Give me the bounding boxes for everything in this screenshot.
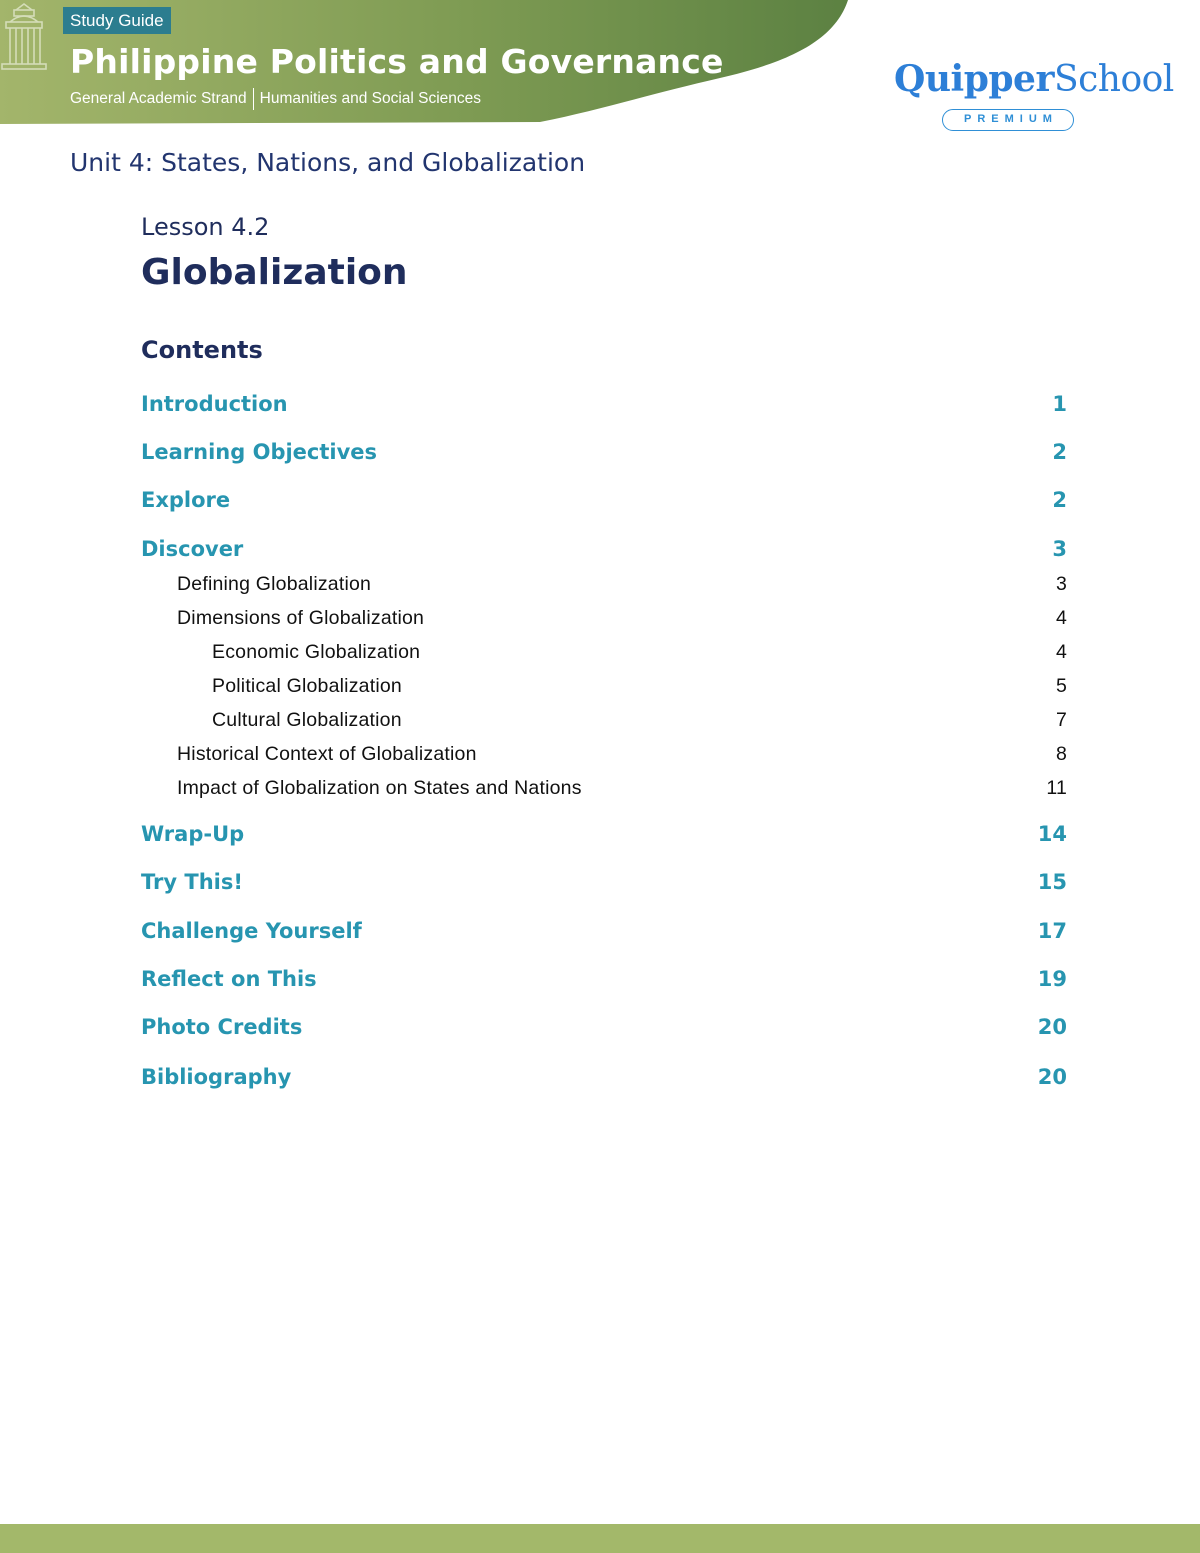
toc-page: 3 <box>1052 537 1067 561</box>
toc-page: 20 <box>1037 1015 1067 1039</box>
toc-label: Political Globalization <box>212 675 402 697</box>
toc-page: 4 <box>1055 641 1067 663</box>
lesson-title: Globalization <box>141 252 408 293</box>
toc-page: 2 <box>1052 488 1067 512</box>
toc-entry-bibliography[interactable] <box>141 1065 1067 1089</box>
track-label: Humanities and Social Sciences <box>259 90 482 107</box>
toc-label: Impact of Globalization on States and Nations <box>177 777 582 799</box>
quipper-school-logo <box>890 58 1174 138</box>
toc-label: Challenge Yourself <box>141 919 362 943</box>
toc-page: 19 <box>1037 967 1067 991</box>
logo-word-bold: Quipper <box>894 58 1054 100</box>
toc-label: Explore <box>141 488 231 512</box>
toc-label: Economic Globalization <box>212 641 421 663</box>
toc-page: 2 <box>1052 440 1067 464</box>
strand-divider <box>253 88 254 110</box>
toc-label: Defining Globalization <box>177 573 372 595</box>
toc-page: 17 <box>1037 919 1067 943</box>
toc-label: Wrap-Up <box>141 822 245 846</box>
toc-label: Bibliography <box>141 1065 292 1089</box>
toc-entry-introduction[interactable] <box>141 392 1067 416</box>
study-guide-badge: Study Guide <box>63 7 171 34</box>
toc-entry-wrap-up[interactable] <box>141 822 1067 846</box>
toc-page: 20 <box>1037 1065 1067 1089</box>
toc-page: 1 <box>1052 392 1067 416</box>
toc-label: Historical Context of Globalization <box>177 743 477 765</box>
toc-page: 11 <box>1046 777 1067 799</box>
toc-entry-challenge-yourself[interactable] <box>141 919 1067 943</box>
toc-label: Cultural Globalization <box>212 709 402 731</box>
toc-entry-discover[interactable] <box>141 537 1067 561</box>
strand-label: General Academic Strand <box>70 90 247 107</box>
toc-label: Photo Credits <box>141 1015 303 1039</box>
toc-entry-historical-context[interactable] <box>177 743 1067 766</box>
toc-entry-impact-of-globalization[interactable] <box>177 777 1067 800</box>
toc-label: Discover <box>141 537 244 561</box>
toc-label: Introduction <box>141 392 288 416</box>
toc-page: 15 <box>1037 870 1067 894</box>
toc-label: Try This! <box>141 870 243 894</box>
toc-entry-defining-globalization[interactable] <box>177 573 1067 596</box>
toc-entry-reflect-on-this[interactable] <box>141 967 1067 991</box>
toc-entry-learning-objectives[interactable] <box>141 440 1067 464</box>
toc-page: 5 <box>1055 675 1067 697</box>
toc-label: Reflect on This <box>141 967 317 991</box>
toc-entry-cultural-globalization[interactable] <box>212 709 1067 732</box>
toc-page: 4 <box>1055 607 1067 629</box>
toc-entry-dimensions-of-globalization[interactable] <box>177 607 1067 630</box>
logo-wordmark <box>894 58 1174 100</box>
toc-entry-try-this[interactable] <box>141 870 1067 894</box>
footer-bar <box>0 1524 1200 1553</box>
unit-title: Unit 4: States, Nations, and Globalization <box>70 148 586 177</box>
capitol-building-icon <box>0 0 52 72</box>
premium-pill: PREMIUM <box>942 109 1074 131</box>
toc-entry-political-globalization[interactable] <box>212 675 1067 698</box>
course-title: Philippine Politics and Governance <box>70 42 724 81</box>
toc-entry-explore[interactable] <box>141 488 1067 512</box>
toc-page: 7 <box>1055 709 1067 731</box>
toc-page: 14 <box>1037 822 1067 846</box>
toc-label: Learning Objectives <box>141 440 378 464</box>
toc-page: 3 <box>1055 573 1067 595</box>
strand-line <box>70 88 481 110</box>
toc-entry-economic-globalization[interactable] <box>212 641 1067 664</box>
contents-heading: Contents <box>141 336 263 364</box>
toc-entry-photo-credits[interactable] <box>141 1015 1067 1039</box>
header-banner <box>0 0 860 130</box>
logo-word-light: School <box>1053 59 1174 100</box>
lesson-number: Lesson 4.2 <box>141 213 270 241</box>
toc-label: Dimensions of Globalization <box>177 607 425 629</box>
toc-page: 8 <box>1055 743 1067 765</box>
